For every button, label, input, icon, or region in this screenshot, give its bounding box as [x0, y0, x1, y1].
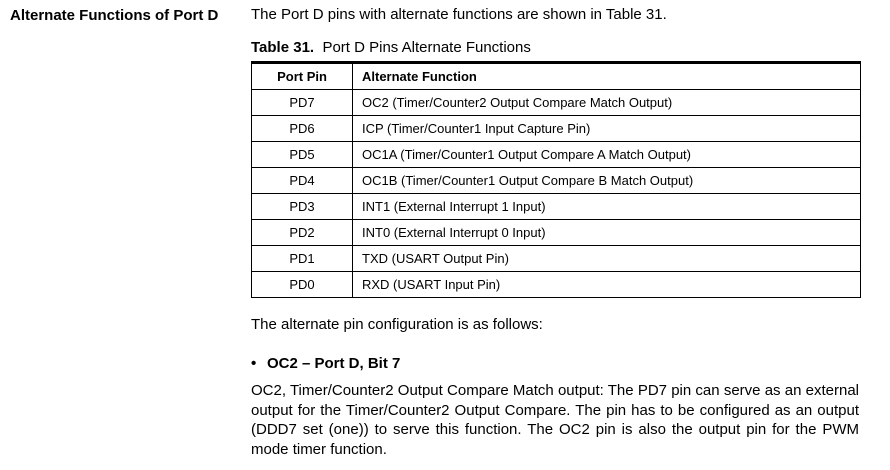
table-row — [252, 116, 861, 142]
pin-cell: PD3 — [252, 194, 353, 220]
intro-paragraph: The Port D pins with alternate functions are shown in Table 31. — [251, 6, 667, 23]
table-row — [252, 246, 861, 272]
header-port-pin: Port Pin — [252, 63, 353, 90]
table-header-row — [252, 63, 861, 90]
function-cell: INT0 (External Interrupt 0 Input) — [353, 220, 861, 246]
pin-cell: PD4 — [252, 168, 353, 194]
table-row — [252, 272, 861, 298]
pin-cell: PD0 — [252, 272, 353, 298]
port-d-table — [251, 61, 861, 298]
bullet-icon: • — [251, 355, 257, 372]
pin-cell: PD2 — [252, 220, 353, 246]
oc2-description: OC2, Timer/Counter2 Output Compare Match output: The PD7 pin can serve as an external output for the Timer/Counter2 Output Compare. The pin has to be configured as an output (DDD7 set (one)) to serve this function. The OC2 pin is also the output pin for the PWM mode timer function. — [251, 382, 859, 458]
table-row — [252, 142, 861, 168]
table-row — [252, 90, 861, 116]
section-heading: Alternate Functions of Port D — [10, 7, 219, 24]
main-content — [251, 6, 863, 459]
bullet-title: OC2 – Port D, Bit 7 — [267, 355, 401, 372]
config-intro-paragraph: The alternate pin configuration is as follows: — [251, 316, 543, 333]
table-caption-title: Port D Pins Alternate Functions — [322, 39, 531, 56]
function-cell: INT1 (External Interrupt 1 Input) — [353, 194, 861, 220]
table-caption — [251, 39, 863, 57]
function-cell: OC1A (Timer/Counter1 Output Compare A Match Output) — [353, 142, 861, 168]
function-cell: ICP (Timer/Counter1 Input Capture Pin) — [353, 116, 861, 142]
function-cell: RXD (USART Input Pin) — [353, 272, 861, 298]
table-row — [252, 168, 861, 194]
function-cell: TXD (USART Output Pin) — [353, 246, 861, 272]
table-row — [252, 220, 861, 246]
bullet-heading — [251, 355, 863, 373]
pin-cell: PD7 — [252, 90, 353, 116]
pin-cell: PD6 — [252, 116, 353, 142]
header-alternate-function: Alternate Function — [353, 63, 861, 90]
table-caption-number: Table 31. — [251, 39, 315, 56]
function-cell: OC2 (Timer/Counter2 Output Compare Match Output) — [353, 90, 861, 116]
function-cell: OC1B (Timer/Counter1 Output Compare B Match Output) — [353, 168, 861, 194]
pin-cell: PD5 — [252, 142, 353, 168]
pin-cell: PD1 — [252, 246, 353, 272]
table-row — [252, 194, 861, 220]
